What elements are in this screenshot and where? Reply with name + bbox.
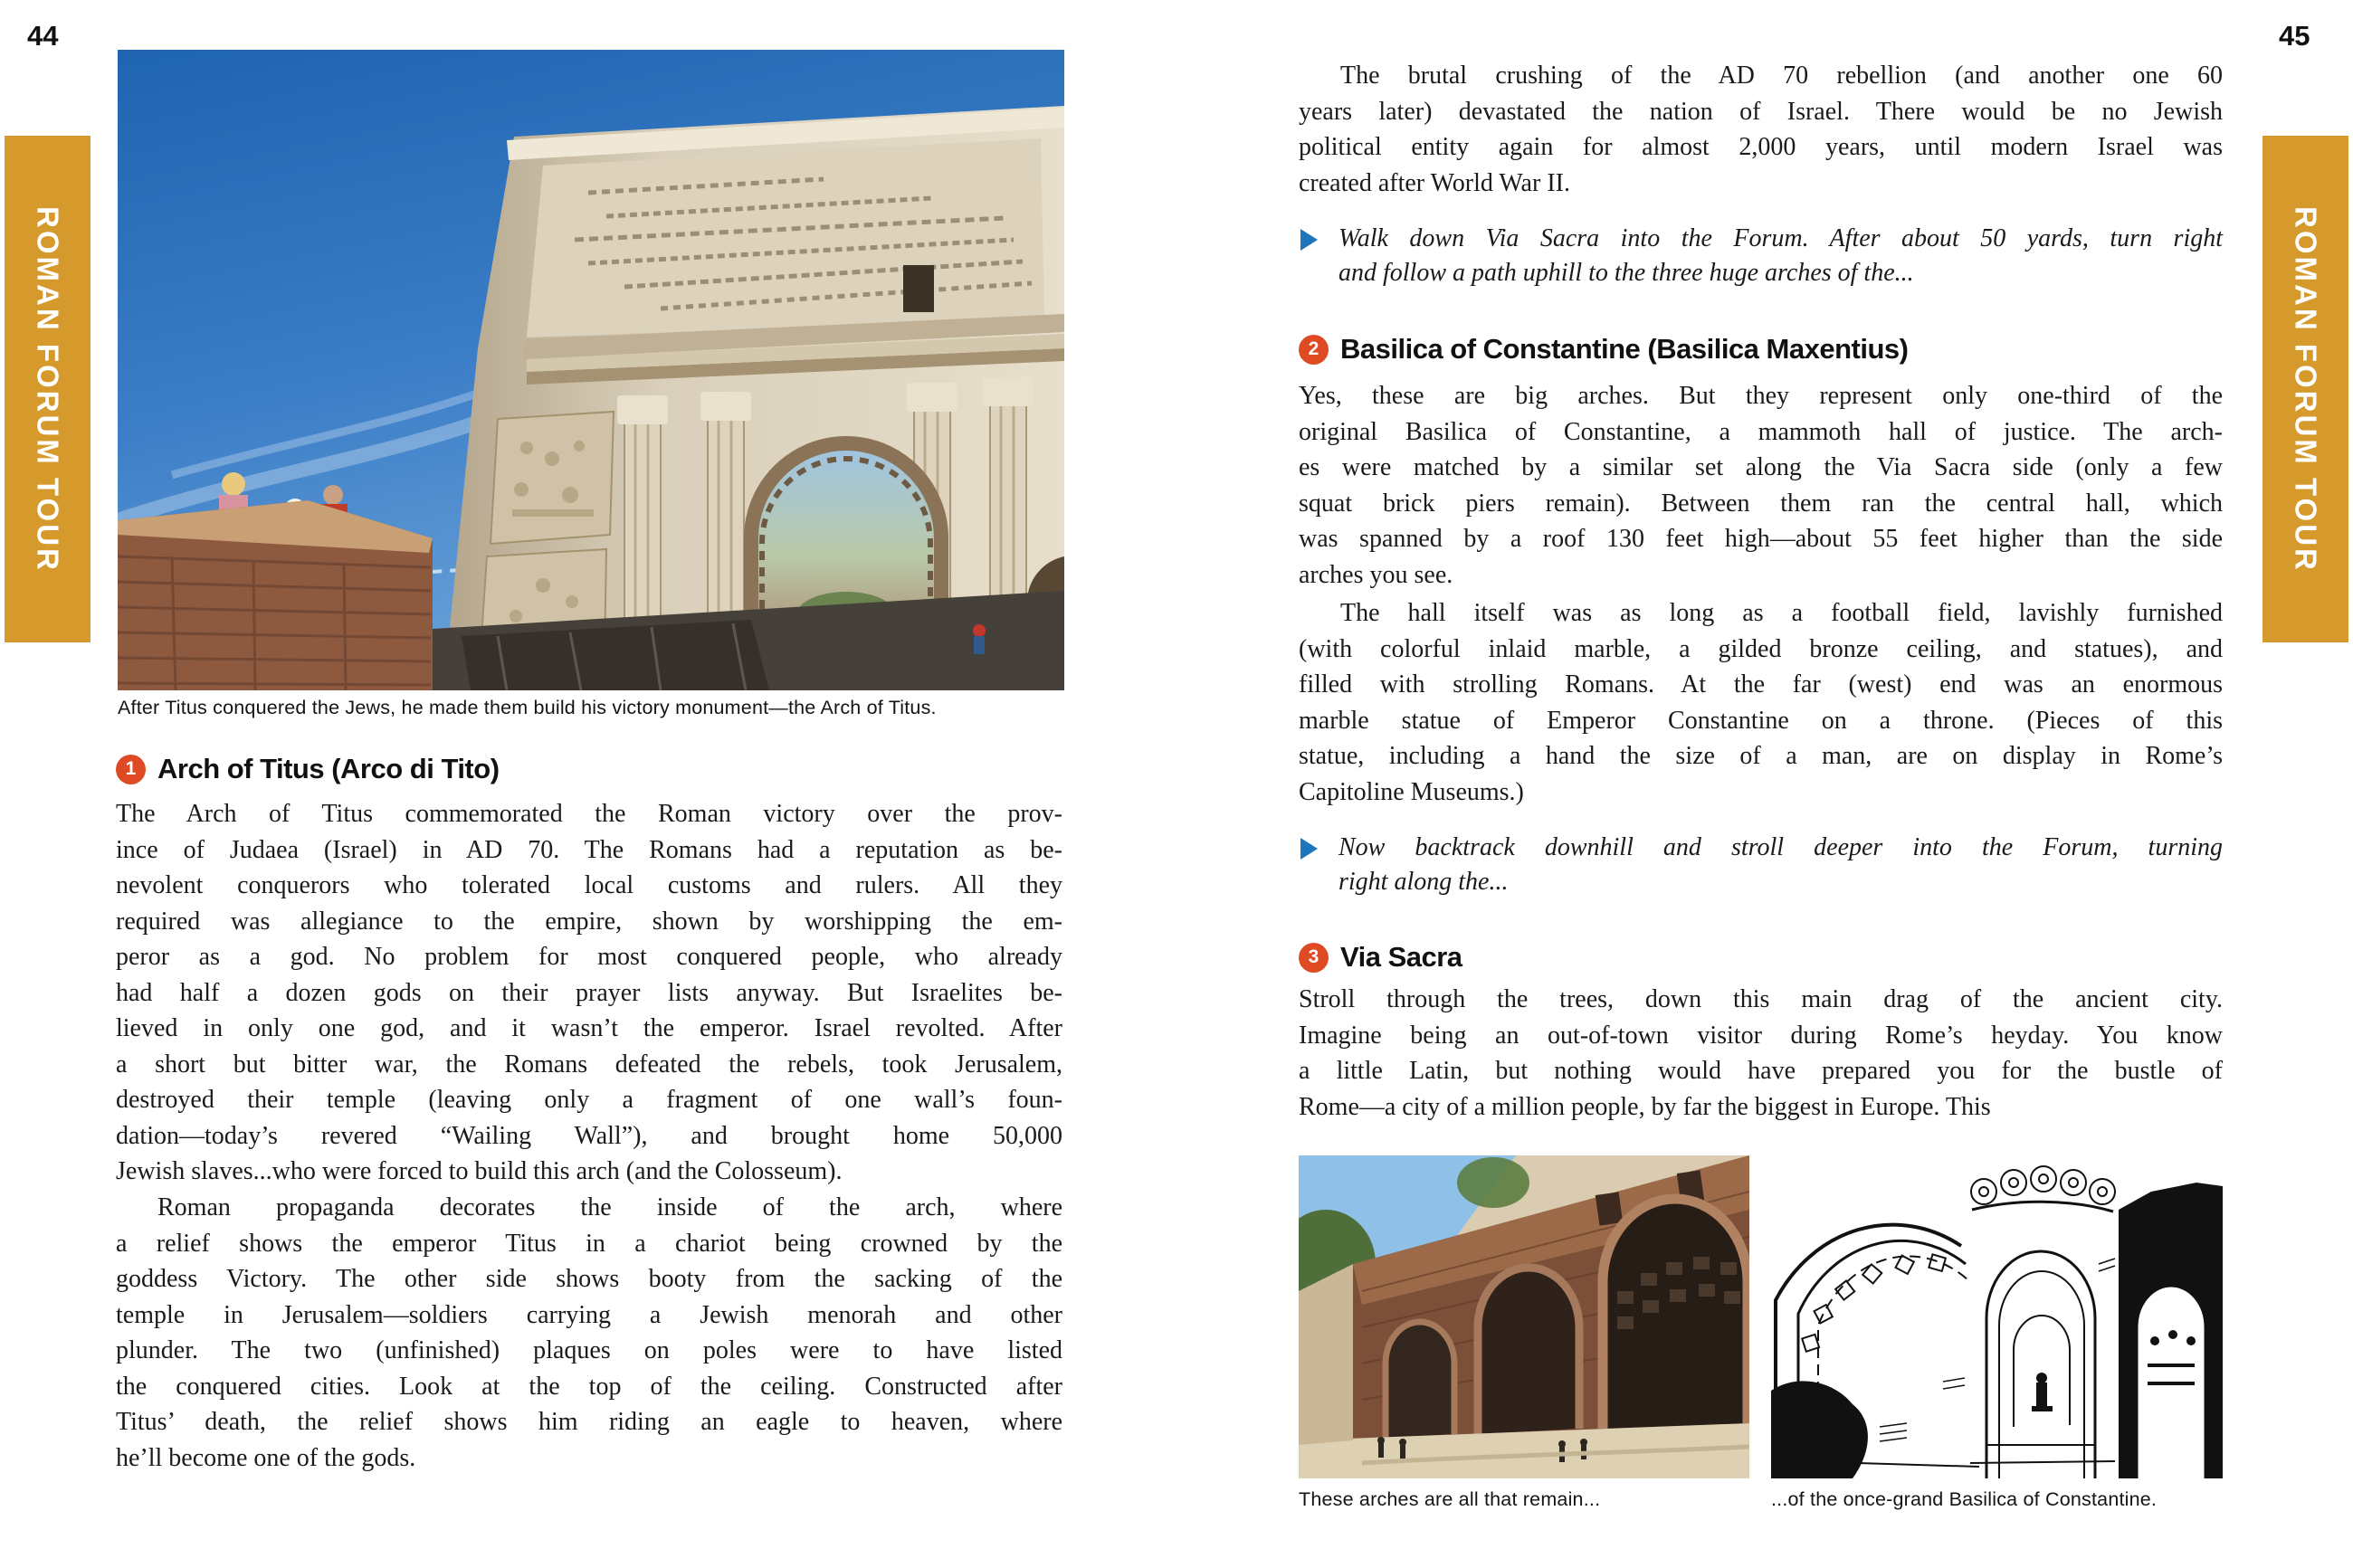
side-tab-right-label: ROMAN FORUM TOUR: [2289, 205, 2323, 573]
direction-arrow-icon: [1300, 229, 1318, 251]
section-title-2: Basilica of Constantine (Basilica Maxentius): [1340, 333, 1909, 365]
page-number-right: 45: [2279, 20, 2310, 52]
caption-basilica-drawing: ...of the once-grand Basilica of Constantine.: [1771, 1488, 2158, 1510]
caption-basilica-photo: These arches are all that remain...: [1299, 1488, 1601, 1510]
direction-arrow-icon: [1300, 838, 1318, 860]
section-heading-basilica: [1299, 333, 1908, 366]
section-heading-via-sacra: [1299, 941, 1462, 974]
side-tab-left: [5, 136, 90, 642]
walking-direction-1: [1300, 222, 2223, 290]
basilica-drawing: [1771, 1155, 2223, 1478]
section-number-bullet-3: 3: [1299, 943, 1329, 973]
arch-of-titus-photo: [118, 50, 1064, 690]
arch-photo-illustration: [118, 50, 1064, 690]
basilica-photo-illustration: [1299, 1155, 1749, 1478]
basilica-arches-photo: [1299, 1155, 1749, 1478]
section-title-3: Via Sacra: [1340, 941, 1462, 973]
page-number-left: 44: [27, 20, 59, 52]
photo-caption-left-page: After Titus conquered the Jews, he made them build his victory monument—the Arch of Titus.: [118, 697, 937, 718]
paragraph-via-sacra: Stroll through the trees, down this main drag of the ancient city. Imagine being an out-of-town visitor during Rome’s heyday. You know a little Latin, but nothing would have prepared you for the bustle of Rome—a city of a million people, by far the biggest in Europe. This: [1299, 985, 2223, 1121]
paragraph-basilica-2: The hall itself was as long as a football field, lavishly furnished (with colorful inlaid marble, a gilded bronze ceiling, and statues), and filled with strolling Romans. At the far (west) end was an enormous marble statue of Emperor Constantine on a throne. (Pieces of this statue, including a hand the size of a man, are on display in Rome’s Capitoline Museums.): [1299, 599, 2223, 806]
section-title-1: Arch of Titus (Arco di Tito): [157, 753, 500, 784]
paragraph-arch-of-titus-1: The Arch of Titus commemorated the Roman victory over the prov- ince of Judaea (Israel) in AD 70. The Romans had a reputation as be- nevolent conquerors who tolerated local customs and rulers. All they required was allegiance to the empire, shown by worshipping the em- peror as a god. No problem for most conquered people, who already had half a dozen gods on their prayer lists anyway. But Israelites be- lieved in only one god, and it wasn’t the emperor. Israel revolted. After a short but bitter war, the Romans defeated the rebels, took Jerusalem, destroyed their temple (leaving only a fragment of one wall’s foun- dation—today’s revered “Wailing Wall”), and brought home 50,000 Jewish slaves...who were forced to build this arch (and the Colosseum).: [116, 800, 1062, 1185]
paragraph-basilica-1: Yes, these are big arches. But they represent only one-third of the original Basilica of Constantine, a mammoth hall of justice. The arch- es were matched by a similar set along the Via Sacra side (only a few squat brick piers remain). Between them ran the central hall, which was spanned by a roof 130 feet high—about 55 feet higher than the side arches you see.: [1299, 382, 2223, 589]
section-number-bullet-2: 2: [1299, 335, 1329, 365]
walking-direction-2: [1300, 831, 2223, 899]
direction-1-text: Walk down Via Sacra into the Forum. After about 50 yards, turn right and follow a path uphill to the three huge arches of the...: [1338, 224, 2223, 287]
direction-2-text: Now backtrack downhill and stroll deeper into the Forum, turning right along the...: [1338, 833, 2223, 896]
section-heading-arch-of-titus: [116, 753, 500, 785]
side-tab-right: [2262, 136, 2348, 642]
side-tab-left-label: ROMAN FORUM TOUR: [31, 205, 65, 573]
paragraph-arch-of-titus-2: Roman propaganda decorates the inside of the arch, where a relief shows the emperor Titus in a chariot being crowned by the goddess Victory. The other side shows booty from the sacking of the temple in Jerusalem—soldiers carrying a Jewish menorah and other plunder. The two (unfinished) plaques on poles were to have listed the conquered cities. Look at the top of the ceiling. Constructed after Titus’ death, the relief shows him riding an eagle to heaven, where he’ll become one of the gods.: [116, 1193, 1062, 1472]
basilica-drawing-illustration: [1771, 1155, 2223, 1478]
paragraph-rebellion: The brutal crushing of the AD 70 rebellion (and another one 60 years later) devastated the nation of Israel. There would be no Jewish political entity again for almost 2,000 years, until modern Israel was created after World War II.: [1299, 62, 2223, 197]
section-number-bullet-1: 1: [116, 755, 146, 784]
